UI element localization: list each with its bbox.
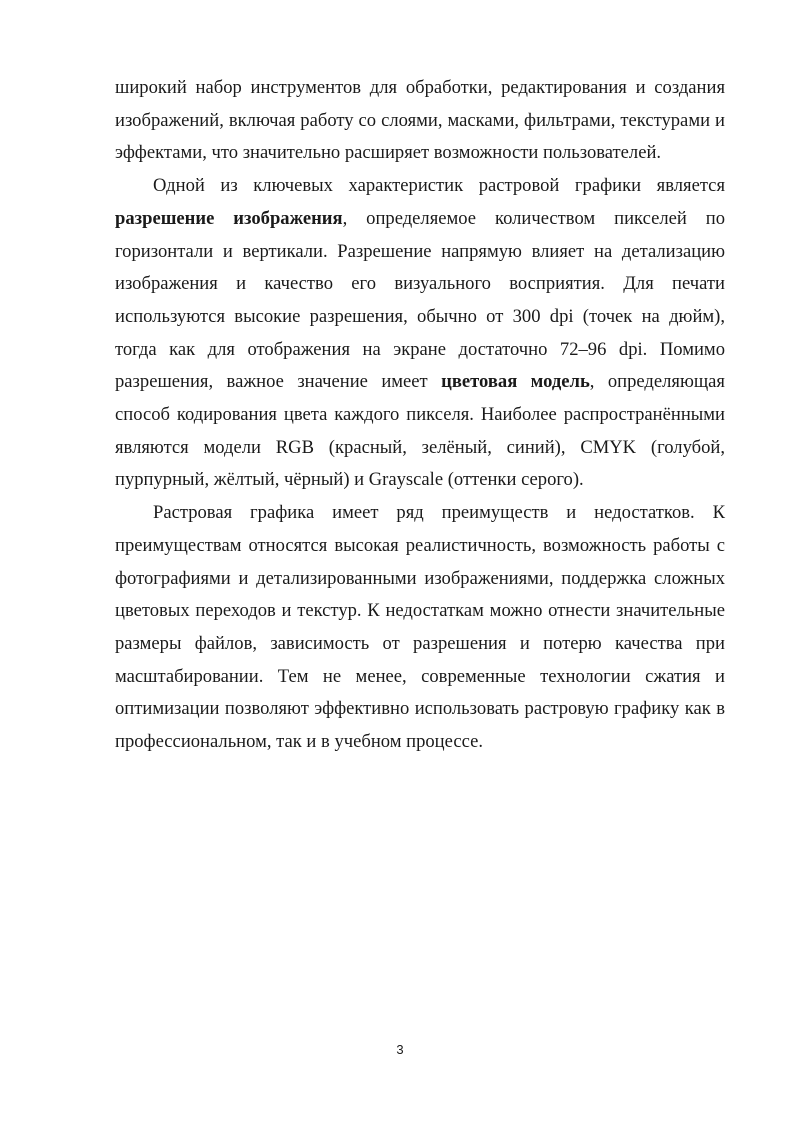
paragraph-resolution-text-3: , определяющая способ кодирования цвета каждого пикселя. Наиболее распространёнными являются модели RGB (красный, зелёный, синий), CMYK (голубой, пурпурный, жёлтый, чёрный) и Grayscale (оттенки серого).: [115, 371, 725, 491]
paragraph-pros-cons: Растровая графика имеет ряд преимуществ и недостатков. К преимуществам относятся высокая реалистичность, возможность работы с фотографиями и детализированными изображениями, поддержка сложных цветовых переходов и текстур. К недостаткам можно отнести значительные размеры файлов, зависимость от разрешения и потерю качества при масштабировании. Тем не менее, современные технологии сжатия и оптимизации позволяют эффективно использовать растровую графику как в профессиональном, так и в учебном процессе.: [115, 502, 725, 753]
body-text: [115, 72, 725, 759]
paragraph-resolution-text-2: , определяемое количеством пикселей по горизонтали и вертикали. Разрешение напрямую влияет на детализацию изображения и качество его визуального восприятия. Для печати используются высокие разрешения, обычно от 300 dpi (точек на дюйм), тогда как для отображения на экране достаточно 72–96 dpi. Помимо разрешения, важное значение имеет: [115, 207, 725, 393]
paragraph-resolution: [115, 170, 725, 497]
paragraph-resolution-text-1: Одной из ключевых характеристик растровой графики является: [153, 175, 725, 197]
term-color-model: цветовая модель: [441, 371, 590, 393]
page-number: 3: [396, 1042, 404, 1057]
term-image-resolution: разрешение изображения: [115, 207, 343, 229]
paragraph-continuation: широкий набор инструментов для обработки, редактирования и создания изображений, включая работу со слоями, масками, фильтрами, текстурами и эффектами, что значительно расширяет возможности пользователей.: [115, 77, 725, 164]
